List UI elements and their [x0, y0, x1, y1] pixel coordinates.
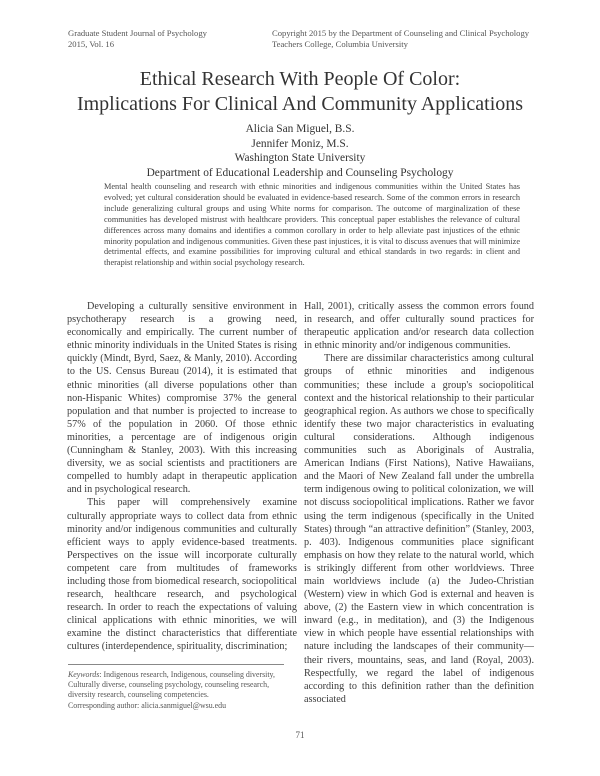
- body-column-right: [304, 300, 534, 706]
- paper-title: [0, 67, 600, 117]
- journal-volume: 2015, Vol. 16: [68, 39, 115, 49]
- page-number: 71: [295, 730, 305, 740]
- journal-header: [68, 28, 207, 50]
- corresponding-author: Corresponding author: alicia.sanmiguel@wsu.edu: [68, 700, 227, 710]
- paragraph: This paper will comprehensively examine culturally appropriate ways to collect data from ethnic minority and/or indigenous communities and culturally efficient ways to apply evidence-based treatments. Perspectives on the issue will incorporate culturally competent care from multitudes of frameworks including those from biomedical research, sociopolitical research, healthcare research, and psychological research. In order to reach the expectations of valuing clinical applications with ethnic minorities, we will examine the distinct characteristics that differentiate cultures (interdependence, spirituality, discrimination;: [67, 497, 297, 653]
- keywords-line: [68, 670, 288, 701]
- copyright-line: Copyright 2015 by the Department of Counseling and Clinical Psychology: [272, 28, 530, 38]
- footnote: [68, 670, 288, 711]
- institution-line: Teachers College, Columbia University: [272, 39, 408, 49]
- department: Department of Educational Leadership and Counseling Psychology: [146, 167, 454, 180]
- author-1: Alicia San Miguel, B.S.: [245, 123, 355, 135]
- keywords-label: Keywords: [68, 670, 100, 679]
- footnote-divider: [68, 664, 284, 665]
- paragraph: There are dissimilar characteristics among cultural groups of ethnic minorities and indigenous communities; these include a group's sociopolitical context and the historical relationship to their particular geographical region. As authors we chose to specifically identify these two major characteristics in evaluating cultural considerations. Although indigenous communities such as Aboriginals of Australia, American Indians (First Nations), Native Hawaiians, and the Maori of New Zealand fall under the umbrella term indigenous owing to political colonization, we will not discuss sociopolitical implications. Rather we favor using the term indigenous (specifically in the United States) through “an attractive definition” (Stanley, 2003, p. 403). Indigenous communities place significant emphasis on how they relate to the natural world, which is strikingly different from other worldviews. Three main worldviews include (a) the Judeo-Christian (Western) view in which God is external and heaven is above, (2) the Eastern view in which concentration is inward (e.g., in meditation), and (3) the Indigenous view in which people have essential relationships with nature including the landscapes of their community—their rivers, mountains, seas, and land (Royal, 2003). Respectfully, we regard the label of indigenous according to this definition rather than the definition associated: [304, 353, 534, 705]
- title-line-2: Implications For Clinical And Community Applications: [76, 93, 524, 115]
- affiliation: Washington State University: [234, 152, 366, 165]
- keywords-text: : Indigenous research, Indigenous, counseling diversity, Culturally diverse, counseling psychology, counseling research, diversity research, counseling competencies.: [68, 670, 275, 700]
- journal-name: Graduate Student Journal of Psychology: [68, 28, 207, 38]
- body-column-left: [67, 300, 297, 654]
- abstract: Mental health counseling and research with ethnic minorities and indigenous communities within the United States has evolved; yet cultural consideration should be evaluated in evidence-based research. Some of the common errors in research include generalizing cultural groups and using White norms for comparison. The outcome of marginalization of these communities has developed mistrust with healthcare providers. This conceptual paper establishes the relevance of cultural differences across many domains and identifies a common corollary in order to help alleviate past injustices of the ethnic minority population and indigenous communities. Given these past injustices, it is vital to discuss avenues that will minimize detrimental effects, and examine possibilities for improving cultural and ethical standards in two regards: in client and therapist relationship and within social psychology research.: [104, 182, 520, 268]
- author-2: Jennifer Moniz, M.S.: [251, 137, 349, 150]
- copyright-header: [272, 28, 529, 50]
- paragraph: Hall, 2001), critically assess the common errors found in research, and offer culturally sound practices for therapeutic application and/or research data collection in ethnic minority and/or indigenous communities.: [304, 301, 534, 352]
- paragraph: Developing a culturally sensitive environment in psychotherapy research is a growing need, economically and empirically. The current number of ethnic minority individuals in the United States is rising quickly (Mindt, Byrd, Saez, & Manly, 2010). According to the US. Census Bureau (2014), it is estimated that ethnic minorities (all diverse populations other than non-Hispanic Whites) compromise 37% the general population and that number is projected to increase to 57% of the population in 2060. Of those ethnic minorities, a percentage are of indigenous origin (Cunningham & Stanley, 2003). With this increasing diversity, we as social scientists and practitioners are compelled to humbly adapt in therapeutic application and in psychological research.: [67, 301, 297, 496]
- title-line-1: Ethical Research With People Of Color:: [139, 68, 461, 90]
- author-block: [0, 122, 600, 181]
